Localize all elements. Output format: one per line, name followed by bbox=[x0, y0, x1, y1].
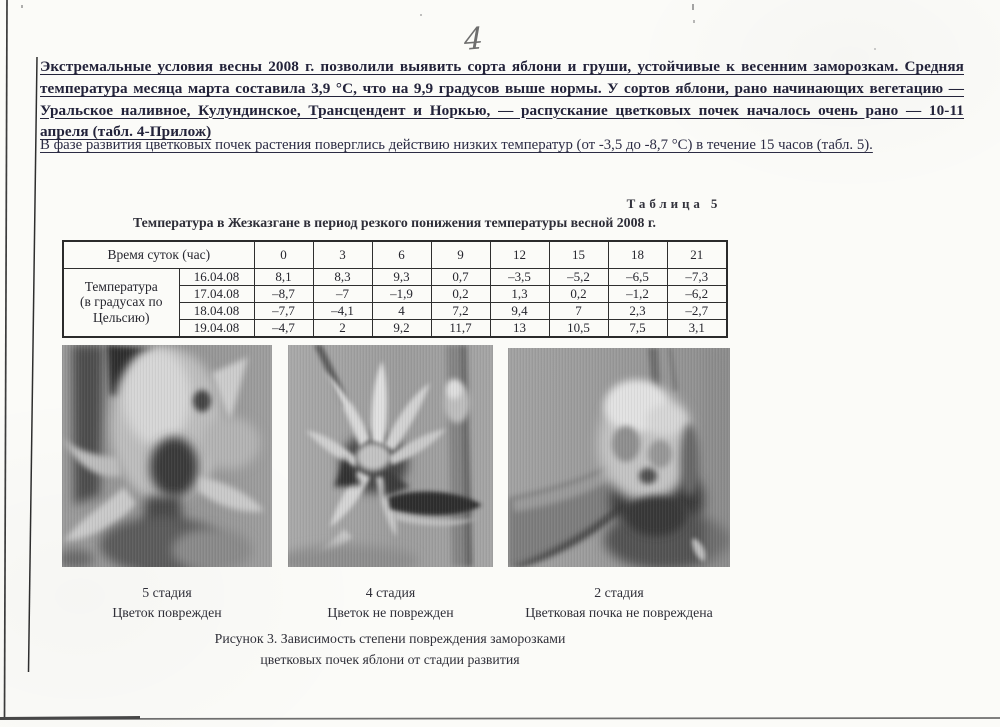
corner-header-cell: Время суток (час) bbox=[63, 241, 254, 268]
value-cell: 8,3 bbox=[313, 268, 372, 285]
hour-header: 18 bbox=[608, 241, 667, 268]
date-cell: 18.04.08 bbox=[179, 302, 254, 319]
scan-speck bbox=[21, 5, 23, 8]
scan-speck bbox=[692, 4, 694, 10]
scan-speck bbox=[693, 20, 695, 23]
value-cell: –7 bbox=[313, 285, 372, 302]
value-cell: 7,2 bbox=[431, 302, 490, 319]
scan-speck bbox=[420, 14, 422, 16]
table-number-label: Таблица 5 bbox=[626, 196, 722, 211]
hour-header: 9 bbox=[431, 241, 490, 268]
bud-closeup-photo-graphic bbox=[508, 348, 730, 567]
value-cell: 1,3 bbox=[490, 285, 549, 302]
hour-header: 0 bbox=[254, 241, 313, 268]
date-cell: 19.04.08 bbox=[179, 319, 254, 337]
value-cell: –8,7 bbox=[254, 285, 313, 302]
value-cell: 13 bbox=[490, 319, 549, 337]
row-label-line: Цельсию) bbox=[93, 309, 150, 325]
photo-stage-4-undamaged-flower bbox=[288, 345, 493, 567]
value-cell: –1,9 bbox=[372, 285, 431, 302]
photo-caption-stage4 bbox=[283, 583, 498, 622]
table-row bbox=[63, 268, 727, 285]
flower-photo-graphic bbox=[288, 345, 493, 567]
value-cell: –4,7 bbox=[254, 319, 313, 337]
value-cell: 0,2 bbox=[431, 285, 490, 302]
value-cell: 9,3 bbox=[372, 268, 431, 285]
figure-caption bbox=[170, 629, 610, 670]
stage-label: 4 стадия bbox=[365, 585, 416, 600]
paragraph-underlined: В фазе развития цветковых почек растения поверглись действию низких температур (от -3,5 до -8,7 °С) в течение 15 часов (табл. 5). bbox=[40, 137, 873, 153]
value-cell: 2,3 bbox=[608, 302, 667, 319]
condition-label: Цветок не поврежден bbox=[327, 604, 454, 620]
condition-label: Цветковая почка не повреждена bbox=[525, 604, 713, 620]
value-cell: 4 bbox=[372, 302, 431, 319]
value-cell: –5,2 bbox=[549, 268, 608, 285]
value-cell: 2 bbox=[313, 319, 372, 337]
scan-edge-line-outer bbox=[5, 0, 8, 718]
hour-header: 12 bbox=[490, 241, 549, 268]
value-cell: –7,7 bbox=[254, 302, 313, 319]
value-cell: 11,7 bbox=[431, 319, 490, 337]
row-group-label bbox=[63, 268, 179, 337]
row-label-line: Температура bbox=[84, 278, 158, 294]
hour-header: 3 bbox=[313, 241, 372, 268]
table-header-row bbox=[63, 241, 727, 268]
row-label-line: (в градусах по bbox=[80, 294, 163, 310]
value-cell: –2,7 bbox=[667, 302, 727, 319]
photo-caption-stage5 bbox=[62, 583, 272, 622]
photo-stage-5-damaged-flower bbox=[62, 345, 272, 567]
figure-caption-line2: цветковых почек яблони от стадии развития bbox=[260, 651, 520, 667]
stage-label: 2 стадия bbox=[594, 585, 644, 600]
value-cell: –6,2 bbox=[667, 285, 727, 302]
temperature-table bbox=[62, 240, 728, 338]
condition-label: Цветок поврежден bbox=[112, 604, 222, 620]
hour-header: 21 bbox=[667, 241, 727, 268]
value-cell: 9,4 bbox=[490, 302, 549, 319]
figure-caption-line1: Рисунок 3. Зависимость степени повреждения заморозками bbox=[214, 631, 566, 646]
value-cell: –7,3 bbox=[667, 268, 727, 285]
value-cell: 7 bbox=[549, 302, 608, 319]
date-cell: 16.04.08 bbox=[179, 268, 254, 285]
value-cell: –1,2 bbox=[608, 285, 667, 302]
handwritten-page-number: 4 bbox=[463, 21, 484, 58]
value-cell: 8,1 bbox=[254, 268, 313, 285]
value-cell: 0,7 bbox=[431, 268, 490, 285]
scan-bottom-edge bbox=[0, 718, 1000, 719]
paragraph-bold-underlined: Экстремальные условия весны 2008 г. позволили выявить сорта яблони и груши, устойчивые к весенним заморозкам. Средняя температура месяца марта составила 3,9 °С, что на 9,9 градусов выше нормы. У сортов яблони, рано начинающих вегетацию — Уральское наливное, Кулундинское, Трансцендент и Норкью, — распускание цветковых почек началось очень рано — 10-11 апреля (табл. 4-Прилож) bbox=[40, 58, 964, 141]
value-cell: –4,1 bbox=[313, 302, 372, 319]
value-cell: –3,5 bbox=[490, 268, 549, 285]
copy-border-line-inner bbox=[29, 57, 38, 672]
photo-stage-2-undamaged-bud bbox=[508, 348, 730, 567]
value-cell: –6,5 bbox=[608, 268, 667, 285]
bud-photo-graphic bbox=[62, 345, 272, 567]
value-cell: 0,2 bbox=[549, 285, 608, 302]
table-title: Температура в Жезказгане в период резкого понижения температуры весной 2008 г. bbox=[133, 215, 656, 230]
hour-header: 15 bbox=[549, 241, 608, 268]
scan-bottom-edge-dark bbox=[0, 718, 140, 719]
value-cell: 3,1 bbox=[667, 319, 727, 337]
date-cell: 17.04.08 bbox=[179, 285, 254, 302]
value-cell: 9,2 bbox=[372, 319, 431, 337]
photo-caption-stage2 bbox=[495, 583, 743, 622]
scan-speck bbox=[874, 48, 876, 50]
value-cell: 7,5 bbox=[608, 319, 667, 337]
hour-header: 6 bbox=[372, 241, 431, 268]
stage-label: 5 стадия bbox=[142, 585, 192, 600]
value-cell: 10,5 bbox=[549, 319, 608, 337]
